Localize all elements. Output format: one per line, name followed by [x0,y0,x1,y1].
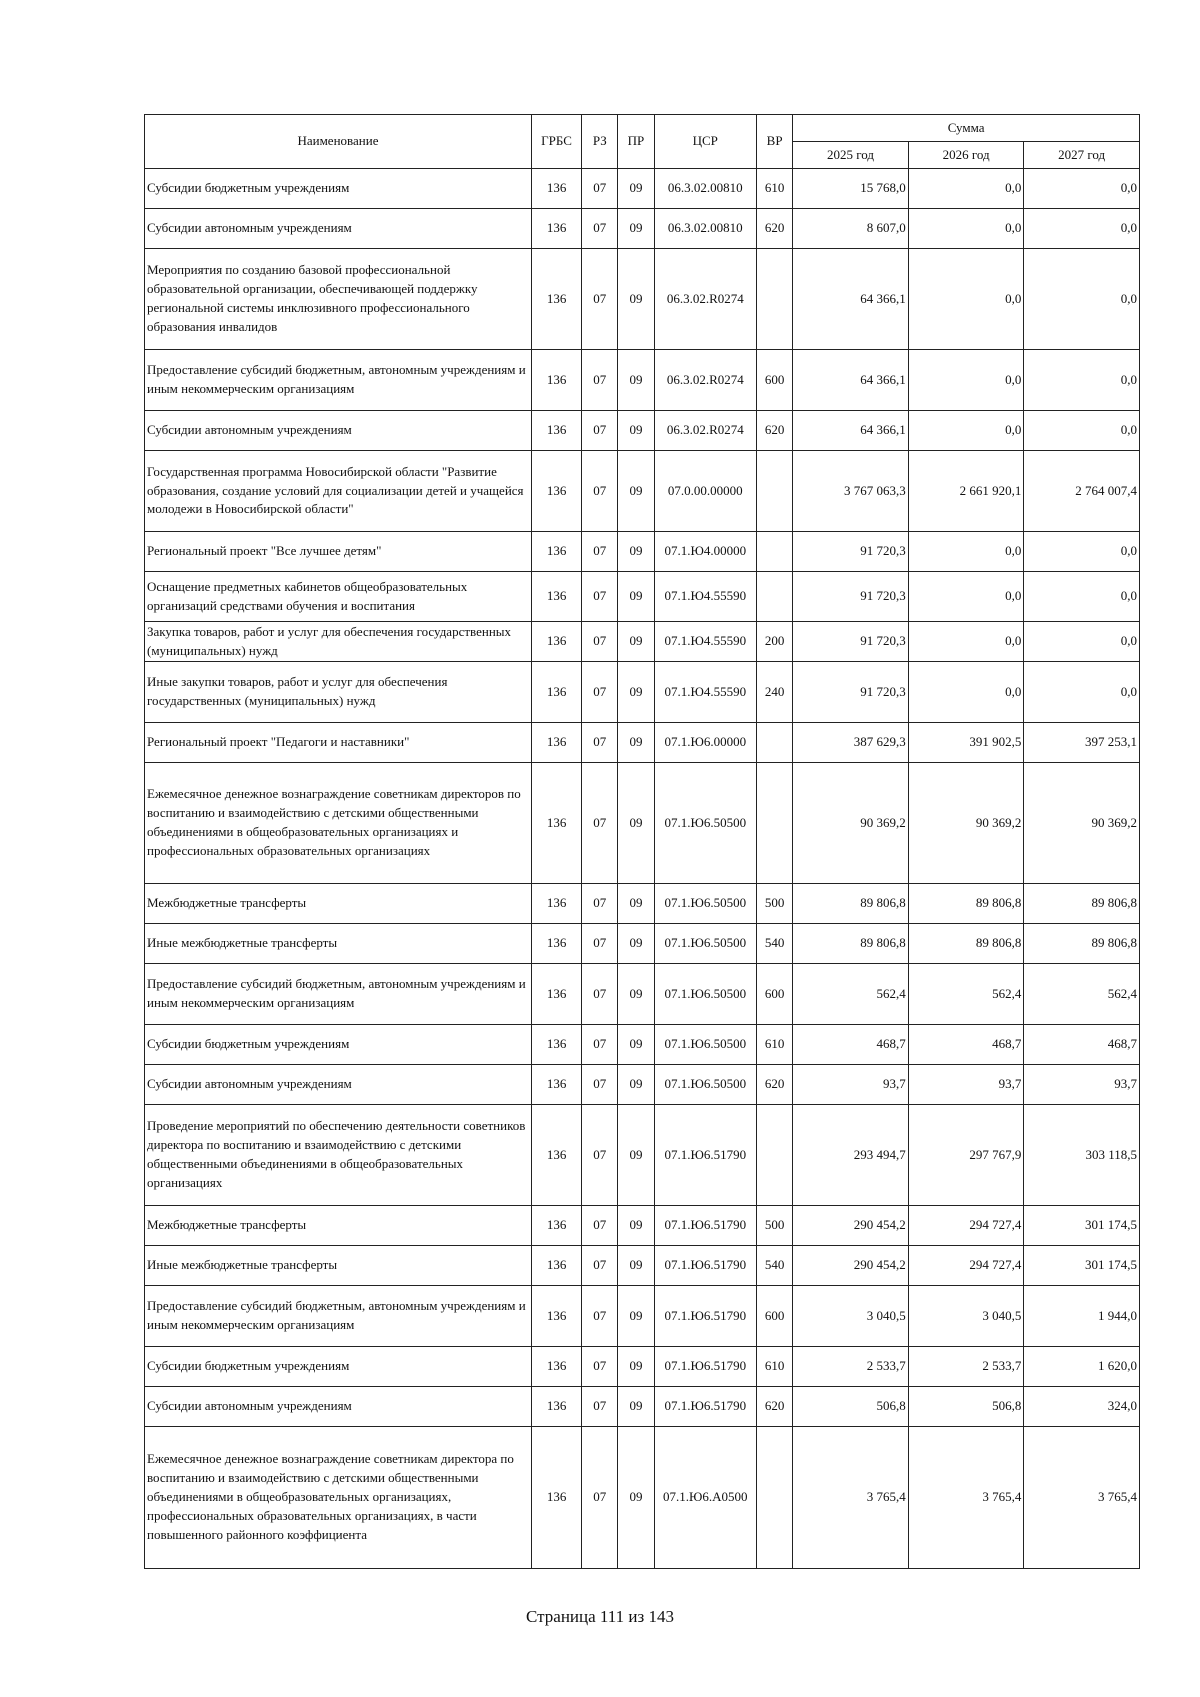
cell-pr: 09 [618,249,654,350]
cell-sum-2025: 64 366,1 [793,411,909,451]
cell-csr: 07.1.Ю4.55590 [654,622,757,662]
cell-grbs: 136 [531,209,581,249]
cell-grbs: 136 [531,1206,581,1246]
cell-csr: 07.1.Ю6.50500 [654,1025,757,1065]
table-row [145,1347,1140,1387]
cell-name: Ежемесячное денежное вознаграждение советникам директоров по воспитанию и взаимодействию с детскими общественными объединениями в общеобразовательных организациях и профессиональных образовательных организациях [145,763,532,884]
cell-name: Региональный проект "Все лучшее детям" [145,532,532,572]
cell-sum-2027: 0,0 [1024,572,1140,622]
cell-grbs: 136 [531,1025,581,1065]
cell-sum-2025: 3 767 063,3 [793,451,909,532]
cell-grbs: 136 [531,572,581,622]
cell-pr: 09 [618,1206,654,1246]
cell-name: Субсидии автономным учреждениям [145,411,532,451]
table-row [145,622,1140,662]
cell-sum-2026: 0,0 [908,411,1024,451]
cell-sum-2025: 89 806,8 [793,924,909,964]
cell-sum-2026: 0,0 [908,532,1024,572]
cell-sum-2026: 468,7 [908,1025,1024,1065]
cell-pr: 09 [618,532,654,572]
cell-grbs: 136 [531,249,581,350]
cell-pr: 09 [618,662,654,723]
cell-grbs: 136 [531,964,581,1025]
cell-rz: 07 [582,411,618,451]
cell-csr: 06.3.02.00810 [654,209,757,249]
cell-rz: 07 [582,1427,618,1569]
cell-grbs: 136 [531,884,581,924]
cell-sum-2027: 0,0 [1024,622,1140,662]
cell-sum-2027: 303 118,5 [1024,1105,1140,1206]
cell-vr: 600 [757,964,793,1025]
cell-grbs: 136 [531,1065,581,1105]
table-row [145,532,1140,572]
table-row [145,249,1140,350]
table-row [145,411,1140,451]
cell-name: Оснащение предметных кабинетов общеобразовательных организаций средствами обучения и воспитания [145,572,532,622]
cell-sum-2025: 3 765,4 [793,1427,909,1569]
table-row [145,964,1140,1025]
cell-name: Предоставление субсидий бюджетным, автономным учреждениям и иным некоммерческим организациям [145,964,532,1025]
cell-name: Субсидии автономным учреждениям [145,1065,532,1105]
cell-sum-2026: 0,0 [908,662,1024,723]
cell-vr: 240 [757,662,793,723]
cell-grbs: 136 [531,1427,581,1569]
cell-sum-2026: 0,0 [908,209,1024,249]
cell-sum-2027: 0,0 [1024,662,1140,723]
cell-sum-2027: 0,0 [1024,350,1140,411]
table-row [145,209,1140,249]
budget-table [144,114,1140,1569]
cell-name: Межбюджетные трансферты [145,1206,532,1246]
cell-csr: 07.0.00.00000 [654,451,757,532]
header-csr: ЦСР [654,115,757,169]
cell-sum-2025: 64 366,1 [793,350,909,411]
cell-grbs: 136 [531,1387,581,1427]
cell-pr: 09 [618,209,654,249]
cell-vr: 620 [757,411,793,451]
cell-name: Иные межбюджетные трансферты [145,1246,532,1286]
cell-rz: 07 [582,1347,618,1387]
cell-grbs: 136 [531,350,581,411]
cell-sum-2025: 387 629,3 [793,723,909,763]
page-number: Страница 111 из 143 [526,1607,674,1626]
cell-csr: 06.3.02.R0274 [654,249,757,350]
cell-grbs: 136 [531,924,581,964]
cell-rz: 07 [582,1206,618,1246]
cell-sum-2025: 290 454,2 [793,1246,909,1286]
cell-name: Предоставление субсидий бюджетным, автономным учреждениям и иным некоммерческим организациям [145,350,532,411]
table-body [145,169,1140,1569]
cell-vr [757,451,793,532]
header-vr: ВР [757,115,793,169]
cell-grbs: 136 [531,532,581,572]
cell-sum-2026: 0,0 [908,622,1024,662]
cell-rz: 07 [582,451,618,532]
cell-grbs: 136 [531,411,581,451]
cell-csr: 07.1.Ю6.51790 [654,1387,757,1427]
header-name: Наименование [145,115,532,169]
cell-pr: 09 [618,350,654,411]
cell-sum-2026: 506,8 [908,1387,1024,1427]
cell-sum-2026: 3 040,5 [908,1286,1024,1347]
cell-sum-2026: 89 806,8 [908,884,1024,924]
cell-name: Субсидии автономным учреждениям [145,209,532,249]
cell-pr: 09 [618,723,654,763]
header-rz: РЗ [582,115,618,169]
cell-sum-2025: 93,7 [793,1065,909,1105]
cell-sum-2027: 562,4 [1024,964,1140,1025]
cell-sum-2027: 0,0 [1024,209,1140,249]
table-row [145,169,1140,209]
cell-vr [757,1105,793,1206]
cell-sum-2025: 506,8 [793,1387,909,1427]
cell-sum-2026: 3 765,4 [908,1427,1024,1569]
cell-grbs: 136 [531,169,581,209]
cell-rz: 07 [582,964,618,1025]
cell-grbs: 136 [531,1246,581,1286]
table-header [145,115,1140,169]
cell-csr: 06.3.02.R0274 [654,411,757,451]
cell-csr: 07.1.Ю4.55590 [654,572,757,622]
cell-sum-2026: 391 902,5 [908,723,1024,763]
cell-vr: 610 [757,169,793,209]
cell-name: Государственная программа Новосибирской области "Развитие образования, создание условий для социализации детей и учащейся молодежи в Новосибирской области" [145,451,532,532]
cell-vr: 500 [757,1206,793,1246]
table-row [145,723,1140,763]
cell-grbs: 136 [531,723,581,763]
cell-sum-2027: 301 174,5 [1024,1246,1140,1286]
cell-sum-2027: 468,7 [1024,1025,1140,1065]
cell-sum-2026: 89 806,8 [908,924,1024,964]
cell-vr [757,572,793,622]
cell-rz: 07 [582,884,618,924]
cell-rz: 07 [582,1105,618,1206]
cell-sum-2026: 294 727,4 [908,1246,1024,1286]
cell-csr: 07.1.Ю6.51790 [654,1246,757,1286]
cell-sum-2025: 90 369,2 [793,763,909,884]
table-row [145,572,1140,622]
cell-sum-2025: 91 720,3 [793,532,909,572]
cell-sum-2025: 91 720,3 [793,662,909,723]
header-pr: ПР [618,115,654,169]
cell-pr: 09 [618,884,654,924]
table-row [145,884,1140,924]
cell-sum-2025: 15 768,0 [793,169,909,209]
cell-rz: 07 [582,1286,618,1347]
cell-vr [757,1427,793,1569]
cell-rz: 07 [582,1387,618,1427]
table-row [145,451,1140,532]
cell-rz: 07 [582,209,618,249]
table-row [145,1387,1140,1427]
cell-csr: 06.3.02.R0274 [654,350,757,411]
cell-sum-2026: 93,7 [908,1065,1024,1105]
cell-name: Закупка товаров, работ и услуг для обеспечения государственных (муниципальных) нужд [145,622,532,662]
cell-sum-2025: 91 720,3 [793,622,909,662]
cell-rz: 07 [582,1025,618,1065]
cell-csr: 07.1.Ю6.50500 [654,924,757,964]
cell-vr [757,763,793,884]
cell-pr: 09 [618,1105,654,1206]
cell-sum-2027: 0,0 [1024,249,1140,350]
cell-pr: 09 [618,451,654,532]
cell-pr: 09 [618,1427,654,1569]
cell-csr: 07.1.Ю6.51790 [654,1105,757,1206]
cell-sum-2027: 89 806,8 [1024,924,1140,964]
cell-name: Субсидии автономным учреждениям [145,1387,532,1427]
cell-csr: 07.1.Ю6.51790 [654,1206,757,1246]
cell-sum-2025: 2 533,7 [793,1347,909,1387]
cell-pr: 09 [618,411,654,451]
cell-csr: 07.1.Ю6.А0500 [654,1427,757,1569]
cell-vr: 610 [757,1025,793,1065]
cell-sum-2027: 0,0 [1024,169,1140,209]
cell-grbs: 136 [531,1347,581,1387]
cell-sum-2026: 0,0 [908,249,1024,350]
cell-csr: 07.1.Ю6.50500 [654,763,757,884]
cell-rz: 07 [582,249,618,350]
table-row [145,1286,1140,1347]
cell-name: Субсидии бюджетным учреждениям [145,1347,532,1387]
header-sum: Сумма [793,115,1140,142]
cell-csr: 07.1.Ю6.51790 [654,1286,757,1347]
cell-sum-2025: 89 806,8 [793,884,909,924]
cell-name: Региональный проект "Педагоги и наставники" [145,723,532,763]
cell-sum-2026: 294 727,4 [908,1206,1024,1246]
cell-vr [757,723,793,763]
table-row [145,1427,1140,1569]
cell-name: Мероприятия по созданию базовой профессиональной образовательной организации, обеспечивающей поддержку региональной системы инклюзивного профессионального образования инвалидов [145,249,532,350]
cell-pr: 09 [618,1347,654,1387]
cell-name: Предоставление субсидий бюджетным, автономным учреждениям и иным некоммерческим организациям [145,1286,532,1347]
cell-csr: 07.1.Ю4.00000 [654,532,757,572]
cell-pr: 09 [618,763,654,884]
cell-sum-2025: 468,7 [793,1025,909,1065]
cell-sum-2026: 297 767,9 [908,1105,1024,1206]
cell-pr: 09 [618,1286,654,1347]
cell-rz: 07 [582,350,618,411]
cell-sum-2026: 90 369,2 [908,763,1024,884]
cell-rz: 07 [582,1065,618,1105]
cell-vr: 600 [757,1286,793,1347]
table-row [145,662,1140,723]
table-row [145,350,1140,411]
cell-sum-2026: 2 661 920,1 [908,451,1024,532]
cell-vr: 620 [757,209,793,249]
cell-grbs: 136 [531,622,581,662]
cell-vr: 610 [757,1347,793,1387]
table-row [145,1246,1140,1286]
cell-csr: 06.3.02.00810 [654,169,757,209]
cell-rz: 07 [582,622,618,662]
cell-sum-2027: 1 620,0 [1024,1347,1140,1387]
cell-csr: 07.1.Ю6.50500 [654,964,757,1025]
cell-pr: 09 [618,1387,654,1427]
cell-rz: 07 [582,572,618,622]
cell-sum-2027: 93,7 [1024,1065,1140,1105]
cell-grbs: 136 [531,763,581,884]
cell-pr: 09 [618,1065,654,1105]
table-row [145,763,1140,884]
cell-pr: 09 [618,622,654,662]
cell-sum-2026: 0,0 [908,350,1024,411]
cell-grbs: 136 [531,1286,581,1347]
cell-sum-2025: 64 366,1 [793,249,909,350]
header-year-2025: 2025 год [793,142,909,169]
table-row [145,1206,1140,1246]
cell-sum-2025: 293 494,7 [793,1105,909,1206]
cell-name: Межбюджетные трансферты [145,884,532,924]
cell-csr: 07.1.Ю6.50500 [654,884,757,924]
cell-name: Субсидии бюджетным учреждениям [145,1025,532,1065]
cell-vr: 200 [757,622,793,662]
cell-vr: 600 [757,350,793,411]
table-row [145,1105,1140,1206]
cell-sum-2027: 89 806,8 [1024,884,1140,924]
cell-sum-2027: 301 174,5 [1024,1206,1140,1246]
cell-sum-2027: 324,0 [1024,1387,1140,1427]
cell-pr: 09 [618,169,654,209]
cell-name: Субсидии бюджетным учреждениям [145,169,532,209]
header-year-2027: 2027 год [1024,142,1140,169]
cell-sum-2025: 562,4 [793,964,909,1025]
cell-sum-2026: 0,0 [908,572,1024,622]
cell-sum-2027: 90 369,2 [1024,763,1140,884]
cell-csr: 07.1.Ю6.51790 [654,1347,757,1387]
header-year-2026: 2026 год [908,142,1024,169]
cell-pr: 09 [618,924,654,964]
table-row [145,1025,1140,1065]
cell-pr: 09 [618,1246,654,1286]
cell-pr: 09 [618,1025,654,1065]
cell-vr: 500 [757,884,793,924]
cell-sum-2027: 1 944,0 [1024,1286,1140,1347]
cell-sum-2027: 3 765,4 [1024,1427,1140,1569]
cell-sum-2027: 0,0 [1024,532,1140,572]
cell-sum-2026: 0,0 [908,169,1024,209]
cell-sum-2025: 91 720,3 [793,572,909,622]
cell-name: Иные закупки товаров, работ и услуг для обеспечения государственных (муниципальных) нужд [145,662,532,723]
cell-grbs: 136 [531,662,581,723]
cell-sum-2025: 3 040,5 [793,1286,909,1347]
cell-sum-2025: 290 454,2 [793,1206,909,1246]
cell-vr: 620 [757,1387,793,1427]
cell-vr [757,249,793,350]
cell-pr: 09 [618,572,654,622]
cell-grbs: 136 [531,451,581,532]
cell-name: Ежемесячное денежное вознаграждение советникам директора по воспитанию и взаимодействию с детскими общественными объединениями в общеобразовательных организациях, профессиональных образовательных организациях, в части повышенного районного коэффициента [145,1427,532,1569]
cell-sum-2026: 562,4 [908,964,1024,1025]
cell-csr: 07.1.Ю6.50500 [654,1065,757,1105]
cell-rz: 07 [582,532,618,572]
cell-vr [757,532,793,572]
cell-rz: 07 [582,662,618,723]
cell-csr: 07.1.Ю6.00000 [654,723,757,763]
cell-vr: 540 [757,1246,793,1286]
cell-name: Проведение мероприятий по обеспечению деятельности советников директора по воспитанию и взаимодействию с детскими общественными объединениями в общеобразовательных организациях [145,1105,532,1206]
cell-sum-2027: 2 764 007,4 [1024,451,1140,532]
cell-vr: 620 [757,1065,793,1105]
cell-sum-2026: 2 533,7 [908,1347,1024,1387]
cell-rz: 07 [582,1246,618,1286]
cell-sum-2025: 8 607,0 [793,209,909,249]
cell-name: Иные межбюджетные трансферты [145,924,532,964]
cell-rz: 07 [582,763,618,884]
cell-grbs: 136 [531,1105,581,1206]
table-row [145,1065,1140,1105]
cell-sum-2027: 397 253,1 [1024,723,1140,763]
cell-vr: 540 [757,924,793,964]
cell-rz: 07 [582,723,618,763]
cell-rz: 07 [582,169,618,209]
header-grbs: ГРБС [531,115,581,169]
table-row [145,924,1140,964]
cell-rz: 07 [582,924,618,964]
cell-sum-2027: 0,0 [1024,411,1140,451]
cell-pr: 09 [618,964,654,1025]
cell-csr: 07.1.Ю4.55590 [654,662,757,723]
